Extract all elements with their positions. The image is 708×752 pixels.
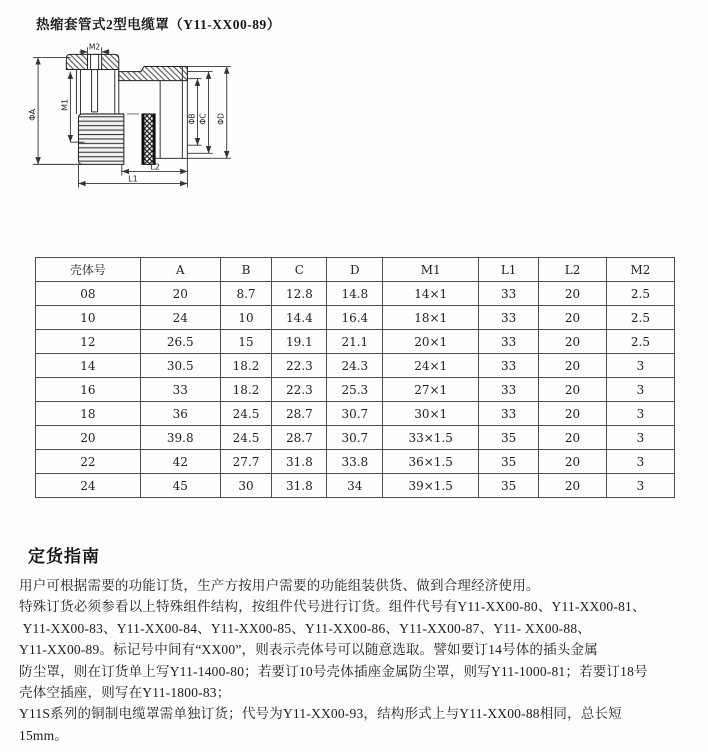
- table-row: [36, 426, 675, 450]
- table-cell: 16: [36, 378, 141, 402]
- table-cell: 10: [36, 306, 141, 330]
- guide-line: 壳体空插座，则写在Y11-1800-83；: [19, 685, 231, 701]
- table-cell: 3: [606, 450, 674, 474]
- table-cell: 33: [479, 402, 539, 426]
- knurl-section: [78, 114, 123, 164]
- dim-label-phiD: ΦD: [216, 113, 226, 125]
- table-cell: 20: [539, 402, 607, 426]
- table-cell: 33: [479, 354, 539, 378]
- table-cell: 28.7: [272, 426, 327, 450]
- table-cell: 28.7: [272, 402, 327, 426]
- column-header: B: [220, 258, 272, 282]
- table-cell: 20: [539, 354, 607, 378]
- dimension-table: [35, 257, 675, 498]
- table-cell: 24×1: [383, 354, 479, 378]
- guide-line: 15mm。: [19, 727, 69, 743]
- table-cell: 14.4: [272, 306, 327, 330]
- table-row: [36, 450, 675, 474]
- table-cell: 27×1: [383, 378, 479, 402]
- table-cell: 22.3: [272, 354, 327, 378]
- column-header: A: [140, 258, 220, 282]
- dim-label-phiC: ΦC: [198, 113, 208, 125]
- technical-drawing: [26, 40, 258, 202]
- table-cell: 31.8: [272, 474, 327, 498]
- table-cell: 35: [479, 450, 539, 474]
- table-cell: 18×1: [383, 306, 479, 330]
- table-cell: 2.5: [606, 282, 674, 306]
- guide-line: Y11-XX00-89。标记号中间有“XX00”，则表示壳体号可以随意选取。譬如要订14号体的插头金属: [19, 642, 598, 658]
- table-cell: 22: [36, 450, 141, 474]
- table-cell: 33: [479, 378, 539, 402]
- dim-label-phiA: ΦA: [28, 109, 38, 121]
- part-section: [66, 54, 187, 164]
- screw-head: [88, 54, 102, 69]
- table-cell: 24.5: [220, 426, 272, 450]
- table-cell: 39×1.5: [383, 474, 479, 498]
- flange-section: [119, 67, 188, 81]
- table-cell: 18.2: [220, 354, 272, 378]
- table-cell: 33: [140, 378, 220, 402]
- table-row: [36, 330, 675, 354]
- table-cell: 20×1: [383, 330, 479, 354]
- table-cell: 26.5: [140, 330, 220, 354]
- table-cell: 20: [539, 306, 607, 330]
- table-cell: 18.2: [220, 378, 272, 402]
- table-cell: 20: [539, 474, 607, 498]
- guide-line: 防尘罩，则在订货单上写Y11-1400-80；若要订10号壳体插座金属防尘罩，则写Y11-1000-81；若要订18号: [19, 663, 648, 679]
- table-cell: 34: [327, 474, 383, 498]
- dim-label-l1: L1: [128, 174, 138, 184]
- column-header: M2: [606, 258, 674, 282]
- table-cell: 2.5: [606, 330, 674, 354]
- table-cell: 31.8: [272, 450, 327, 474]
- table-cell: 39.8: [140, 426, 220, 450]
- table-cell: 30×1: [383, 402, 479, 426]
- dimension-labels: [28, 42, 226, 183]
- table-cell: 12.8: [272, 282, 327, 306]
- table-cell: 35: [479, 426, 539, 450]
- table-cell: 20: [539, 426, 607, 450]
- guide-line: Y11S系列的铜制电缆罩需单独订货；代号为Y11-XX00-93，结构形式上与Y11-XX00-88相同，总长短: [19, 706, 622, 722]
- table-cell: 33×1.5: [383, 426, 479, 450]
- table-cell: 22.3: [272, 378, 327, 402]
- column-header: L2: [539, 258, 607, 282]
- table-cell: 18: [36, 402, 141, 426]
- table-cell: 27.7: [220, 450, 272, 474]
- table-row: [36, 474, 675, 498]
- table-row: [36, 306, 675, 330]
- table-cell: 14.8: [327, 282, 383, 306]
- dim-label-phiB: ΦB: [187, 113, 197, 125]
- table-cell: 16.4: [327, 306, 383, 330]
- dim-label-m2: M2: [88, 42, 101, 52]
- section-heading: 定货指南: [28, 547, 100, 566]
- table-cell: 20: [36, 426, 141, 450]
- table-cell: 36: [140, 402, 220, 426]
- table-cell: 42: [140, 450, 220, 474]
- table-cell: 3: [606, 354, 674, 378]
- table-cell: 20: [539, 378, 607, 402]
- table-cell: 3: [606, 402, 674, 426]
- table-cell: 30.5: [140, 354, 220, 378]
- table-cell: 20: [140, 282, 220, 306]
- table-cell: 35: [479, 474, 539, 498]
- ordering-guide-text: [19, 575, 695, 746]
- column-header: C: [272, 258, 327, 282]
- guide-line: 用户可根据需要的功能订货，生产方按用户需要的功能组装供货、做到合理经济使用。: [19, 578, 540, 593]
- table-header-row: [36, 258, 675, 282]
- table-cell: 21.1: [327, 330, 383, 354]
- table-cell: 20: [539, 330, 607, 354]
- table-cell: 33.8: [327, 450, 383, 474]
- table-cell: 24: [140, 306, 220, 330]
- table-row: [36, 402, 675, 426]
- table-cell: 30.7: [327, 402, 383, 426]
- column-header: D: [327, 258, 383, 282]
- table-cell: 14×1: [383, 282, 479, 306]
- table-cell: 20: [539, 450, 607, 474]
- table-cell: 33: [479, 282, 539, 306]
- page-title: 热缩套管式2型电缆罩（Y11-XX00-89）: [36, 17, 281, 32]
- table-cell: 30: [220, 474, 272, 498]
- table-row: [36, 354, 675, 378]
- table-cell: 10: [220, 306, 272, 330]
- column-header: M1: [383, 258, 479, 282]
- table-cell: 12: [36, 330, 141, 354]
- table-cell: 24.3: [327, 354, 383, 378]
- table-cell: 15: [220, 330, 272, 354]
- table-row: [36, 282, 675, 306]
- dim-label-l2: L2: [150, 162, 160, 172]
- table-cell: 3: [606, 378, 674, 402]
- table-cell: 24: [36, 474, 141, 498]
- guide-line: Y11-XX00-83、Y11-XX00-84、Y11-XX00-85、Y11-XX00-86、Y11-XX00-87、Y11- XX00-88、: [19, 620, 591, 636]
- table-cell: 36×1.5: [383, 450, 479, 474]
- table-cell: 24.5: [220, 402, 272, 426]
- table-cell: 20: [539, 282, 607, 306]
- table-cell: 33: [479, 330, 539, 354]
- table-cell: 2.5: [606, 306, 674, 330]
- table-cell: 8.7: [220, 282, 272, 306]
- table-cell: 3: [606, 426, 674, 450]
- table-cell: 19.1: [272, 330, 327, 354]
- dim-label-m1: M1: [60, 98, 70, 111]
- table-cell: 33: [479, 306, 539, 330]
- table-cell: 45: [140, 474, 220, 498]
- guide-line: 特殊订货必须参看以上特殊组件结构，按组件代号进行订货。组件代号有Y11-XX00-80、Y11-XX00-81、: [19, 599, 646, 615]
- table-cell: 08: [36, 282, 141, 306]
- table-cell: 14: [36, 354, 141, 378]
- column-header: 壳体号: [36, 258, 141, 282]
- table-cell: 30.7: [327, 426, 383, 450]
- table-cell: 3: [606, 474, 674, 498]
- column-header: L1: [479, 258, 539, 282]
- table-row: [36, 378, 675, 402]
- table-cell: 25.3: [327, 378, 383, 402]
